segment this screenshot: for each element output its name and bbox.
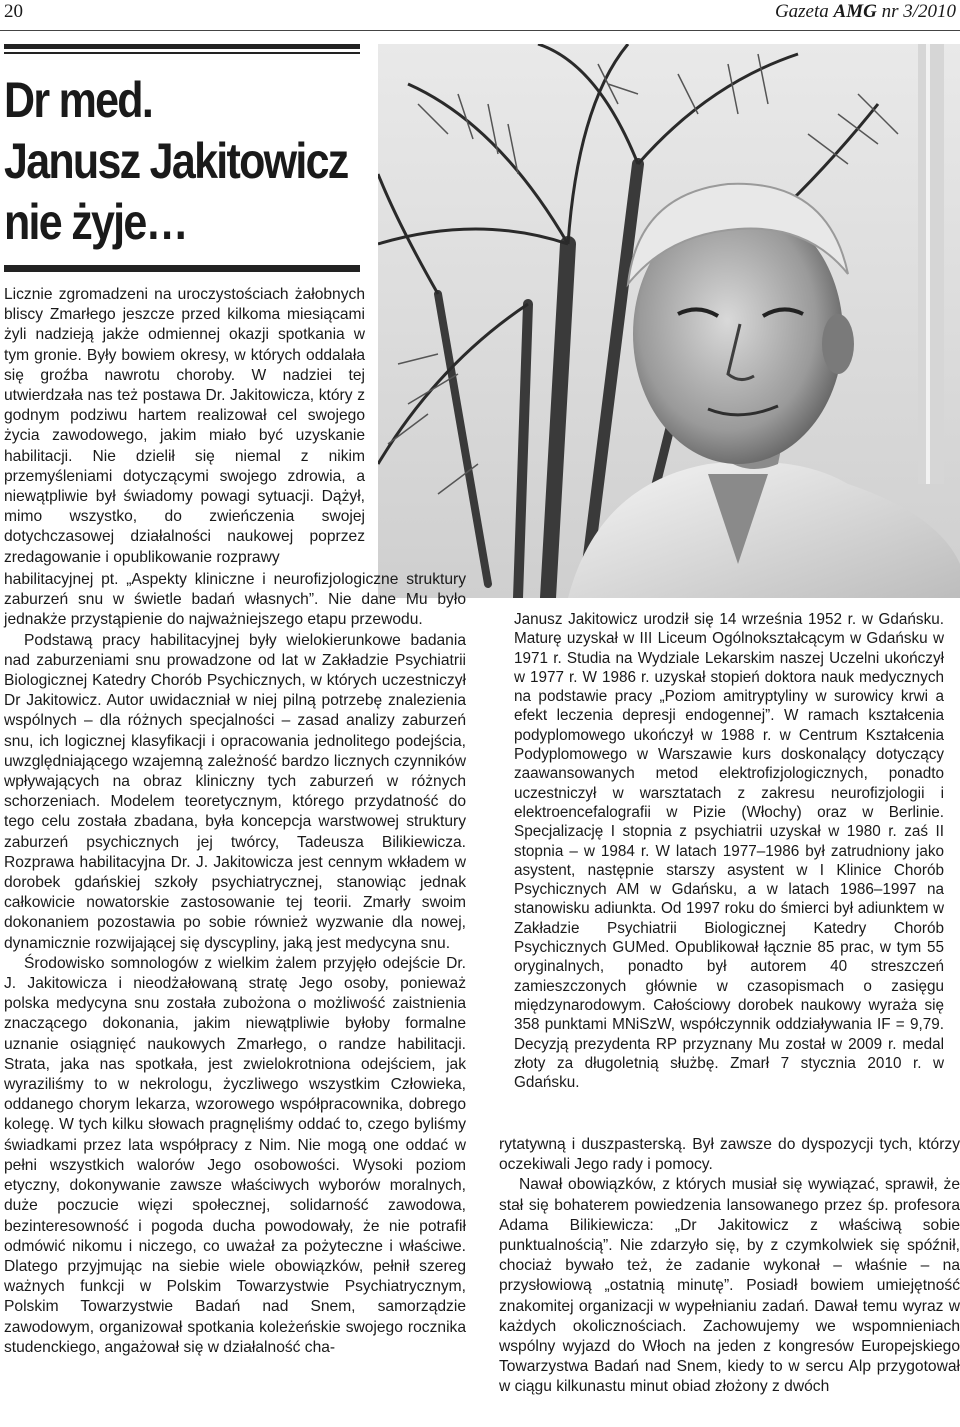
header-rule <box>0 30 960 31</box>
right-paragraph: Nawał obowiązków, z których musiał się wywiązać, sprawił, że stał się bohaterem powiedzenia lansowanego przez śp. profesora Adama Bilikiewicza: „Dr Jakitowicz z właściwą sobie punktualnością”. Nie zdarzyło się, by z czymkolwiek się spóźnił, chociaż bywało też, że zadanie wykonał – właśnie – na przysłowiową „ostatnią minutę”. Posiadł bowiem umiejętność znakomitej organizacji w wypełnianiu zadań. Dawał temu wyraz w każdych okolicznościach. Zachowujemy we wspomnieniach wspólny wyjazd do Włoch na jeden z kongresów Europejskiego Towarzystwa Badań nad Snem, kiedy to w sercu Alp przygotował w ciągu kilkunastu minut obiad złożony z dwóch <box>499 1176 960 1396</box>
title-line-1: Dr med. <box>4 72 153 128</box>
right-continuation: rytatywną i duszpasterską. Był zawsze do dyspozycji tych, którzy oczekiwali Jego rady i pomocy. <box>499 1136 960 1174</box>
portrait-photo <box>378 44 960 598</box>
journal-issue: Gazeta AMG nr 3/2010 <box>774 1 956 22</box>
intro-paragraph: Licznie zgromadzeni na uroczystościach żałobnych bliscy Zmarłego jeszcze przed kilkoma miesiącami żyli nadzieją jakże odmiennej okazji spotkania w tym gronie. Były bowiem okresy, w których oddalała się groźba nawrotu choroby. W nadziei tej utwierdzała nas też postawa Dr. Jakitowicza, który z godnym podziwu hartem realizował cel swojego życia zawodowego, jakim miało być uzyskanie habilitacji. Nie dzielił się niemal z nikim przemyśleniami dotyczącymi swojego zdrowia, a niewątpliwie był świadomy powagi sytuacji. Dążył, mimo wszystko, do zwieńczenia swojej dotychczasowej działalności naukowej poprzez zredagowanie i opublikowanie rozprawy <box>4 286 365 566</box>
article-body <box>4 570 466 1358</box>
biography-text: Janusz Jakitowicz urodził się 14 września 1952 r. w Gdańsku. Maturę uzyskał w III Liceum Ogólnokształcącym w Gdańsku w 1971 r. Studia na Wydziale Lekarskim naszej Uczelni ukończył w 1977 r. W 1986 r. uzyskał stopień doktora nauk medycznych na podstawie pracy „Poziom amitryptyliny w surowicy krwi a efekt leczenia depresji endogennej”. W ramach kształcenia podyplomowego ukończył w 1988 r. w Centrum Kształcenia Podyplomowego w Warszawie kurs doskonalący dotyczący zaawansowanych metod elektrofizjologicznych, ponadto uczestniczył w warsztatach z zakresu neurofizjologii i elektroencefalografii w Pizie (Włochy) oraz w Berlinie. Specjalizację I stopnia z psychiatrii uzyskał w 1980 r. zaś II stopnia – w 1984 r. W latach 1977–1986 był zatrudniony jako asystent, następnie starszy asystent w I Klinice Chorób Psychicznych AM w Gdańsku, a w latach 1986–1997 na stanowisku adiunkta. Od 1997 roku do śmierci był adiunktem w Zakładzie Psychiatrii Biologicznej Katedry Chorób Psychicznych GUMed. Opublikował łącznie 85 prac, w tym 55 oryginalnych, ponadto był autorem 40 streszczeń zamieszczonych głównie w czasopismach o zasięgu międzynarodowym. Całościowy dorobek naukowy wyraża się 358 punktami MNiSzW, współczynnik oddziaływania IF = 9,79. Decyzją prezydenta RP przyznany Mu został w 2009 r. medal złoty za długoletnią służbę. Zmarł 7 stycznia 2010 r. w Gdańsku. <box>514 611 944 1092</box>
article-intro <box>4 285 365 568</box>
title-line-3: nie żyje… <box>4 194 187 250</box>
title-rule-bottom <box>4 262 360 272</box>
intro-continuation: habilitacyjnej pt. „Aspekty kliniczne i neurofizjologiczne struktury zaburzeń snu w świetle badań własnych”. Nie dane Mu było jednakże przystąpienie do najważniejszego etapu przewodu. <box>4 571 466 629</box>
biography-box <box>514 610 944 1092</box>
title-rule-top <box>4 44 360 54</box>
page-number: 20 <box>4 1 23 22</box>
body-paragraph-3: Środowisko somnologów z wielkim żalem przyjęło odejście Dr. J. Jakitowicza i nieodżałowaną stratę Jego osoby, ponieważ polska medycyna snu została zubożona o możliwość zaistnienia znaczącego dokonania, jakim niewątpliwie byłoby formalne uznanie osiągnięć naukowych Zmarłego, o randze habilitacji. Strata, jaka nas spotkała, jest zwielokrotniona odejściem, jak wyraziliśmy to w nekrologu, życzliwego wszystkim Człowieka, oddanego chorym lekarza, wzorowego współpracownika, dobrego kolegę. W tych kilku słowach pragnęliśmy oddać to, czego byliśmy świadkami przez lata współpracy z Nim. Nie mogą one oddać w pełni wszystkich walorów Jego osobowości. Wysoki poziom etyczny, dokonywanie zawsze właściwych wyborów moralnych, duże poczucie więzi społecznej, solidarność zawodowa, bezinteresowność i pogoda ducha powodowały, że nie potrafił odmówić nikomu i niczego, co uważał za pożyteczne i właściwe. Dlatego przyjmując na siebie wiele obowiązków, pełnił szereg ważnych funkcji w Polskim Towarzystwie Psychiatrycznym, Polskim Towarzystwie Badań nad Snem, samorządzie zawodowym, organizował spotkania koleżeńskie swojego rocznika studenckiego, angażował się w działalność cha- <box>4 954 466 1356</box>
article-title <box>4 70 348 253</box>
body-paragraph-2: Podstawą pracy habilitacyjnej były wielokierunkowe badania nad zaburzeniami snu prowadzone od lat w Zakładzie Psychiatrii Biologicznej Katedry Chorób Psychicznych, w których uczestniczył Dr Jakitowicz. Autor uwidaczniał w niej pilną potrzebę znalezienia wspólnych – dla różnych specjalności – zasad analizy zaburzeń snu, ich logicznej klasyfikacji i opracowania jednolitego podejścia, uwzględniającego wzajemną zależność bardzo licznych czynników wpływających na obraz kliniczny tych zaburzeń w różnych schorzeniach. Modelem teoretycznym, którego przydatność do tego celu została zbadana, była koncepcja warstwowej struktury zaburzeń psychicznych jej twórcy, Tadeusza Bilikiewicza. Rozprawa habilitacyjna Dr. J. Jakitowicza jest cennym wkładem w dorobek gdańskiej szkoły psychiatrycznej, stanowiąc jednak całkowicie nowatorskie zastosowanie tej teorii. Zmarły swoim dokonaniem pozostawia po sobie również wyzwanie dla nowej, dynamicznie rozwijającej się dyscypliny, jaką jest medycyna snu. <box>4 631 466 952</box>
portrait-image <box>378 44 960 598</box>
title-line-2: Janusz Jakitowicz <box>4 133 348 189</box>
article-body-right <box>499 1135 960 1398</box>
